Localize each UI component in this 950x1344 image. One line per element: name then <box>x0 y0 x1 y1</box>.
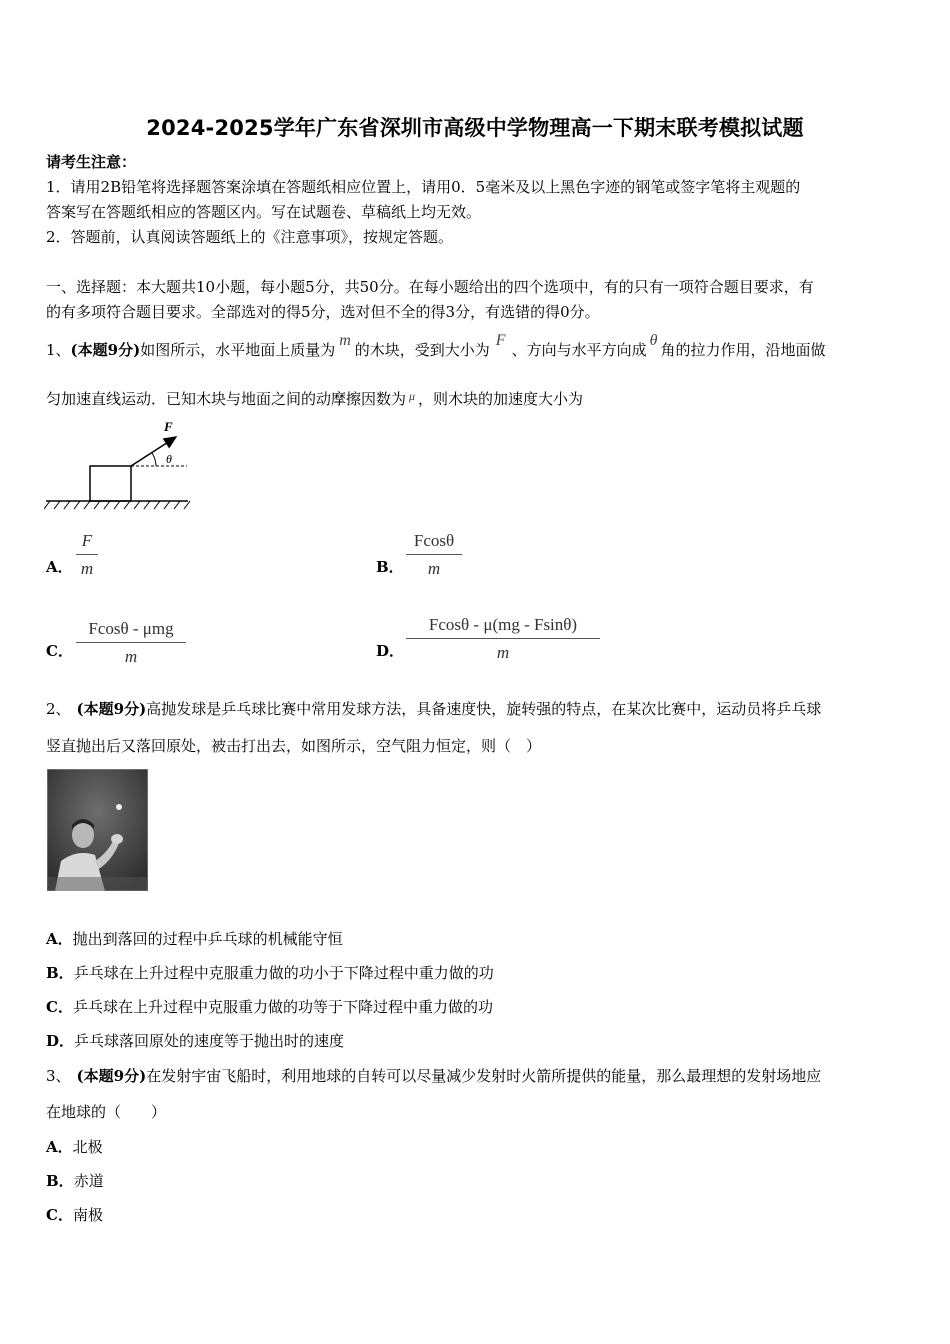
angle-arc <box>152 453 156 466</box>
q3-option-c-label: C． <box>46 1206 73 1224</box>
q1-option-c-fraction[interactable] <box>76 619 186 667</box>
q2-text-line1: 高抛发球是乒乓球比赛中常用发球方法，具备速度快，旋转强的特点，在某次比赛中，运动员将乒乓球 <box>146 700 822 718</box>
q3-option-a-label: A． <box>46 1138 73 1156</box>
q2-option-d[interactable] <box>46 1031 344 1051</box>
q1-option-b-fraction[interactable] <box>406 531 462 579</box>
q3-option-c[interactable] <box>46 1205 103 1225</box>
notice-heading: 请考生注意： <box>46 153 137 171</box>
q2-option-b[interactable] <box>46 963 494 983</box>
q1-symbol-m: m <box>339 332 351 349</box>
angle-label: θ <box>166 452 172 466</box>
notice-line-2: 2．答题前，认真阅读答题纸上的《注意事项》，按规定答题。 <box>46 228 454 246</box>
q3-text-line1: 在发射宇宙飞船时，利用地球的自转可以尽量减少发射时火箭所提供的能量，那么最理想的发射场地应 <box>146 1067 822 1085</box>
q1-text-line2b: ，则木块的加速度大小为 <box>418 390 584 408</box>
q1-option-b-denominator: m <box>427 559 441 578</box>
q3-option-b-label: B． <box>46 1172 74 1190</box>
q1-option-d-label[interactable]: D． <box>376 642 405 660</box>
section-line-2: 的有多项符合题目要求。全部选对的得5分，选对但不全的得3分，有选错的得0分。 <box>46 303 600 321</box>
q1-option-a-label[interactable]: A． <box>46 558 73 576</box>
ping-pong-ball <box>116 804 122 810</box>
notice-line-1b: 答案写在答题纸相应的答题区内。写在试题卷、草稿纸上均无效。 <box>46 203 482 221</box>
q2-option-c-label: C． <box>46 998 73 1016</box>
ground-hatching <box>44 501 190 509</box>
q1-text-seg2: 的木块，受到大小为 <box>354 341 490 359</box>
q2-option-c[interactable] <box>46 997 493 1017</box>
q1-symbol-theta: θ <box>649 332 658 349</box>
wooden-block <box>90 466 131 501</box>
q1-figure-block-diagram <box>44 418 194 514</box>
q1-text-seg1: 如图所示，水平地面上质量为 <box>140 341 336 359</box>
q3-option-b-text: 赤道 <box>73 1172 104 1190</box>
q1-text-seg3: 、方向与水平方向成 <box>511 341 647 359</box>
q1-number: 1、 <box>46 341 71 359</box>
q1-option-c-numerator: Fcosθ - μmg <box>76 619 186 643</box>
q3-option-a[interactable] <box>46 1137 103 1157</box>
q1-symbol-F: F <box>495 332 506 349</box>
q1-option-c-denominator: m <box>124 647 138 666</box>
q3-option-c-text: 南极 <box>72 1206 103 1224</box>
q2-option-c-text: 乒乓球在上升过程中克服重力做的功等于下降过程中重力做的功 <box>72 998 493 1016</box>
q2-photo-table-tennis-player <box>47 769 148 891</box>
q2-option-b-text: 乒乓球在上升过程中克服重力做的功小于下降过程中重力做的功 <box>73 964 494 982</box>
q1-option-b-label[interactable]: B． <box>376 558 404 576</box>
q3-option-b[interactable] <box>46 1171 104 1191</box>
q1-text-line2a: 匀加速直线运动．已知木块与地面之间的动摩擦因数为 <box>46 390 407 408</box>
q2-number: 2、 <box>46 700 71 718</box>
force-label: F <box>164 419 173 434</box>
q2-line-1 <box>46 699 821 719</box>
section-line-1: 一、选择题：本大题共10小题，每小题5分，共50分。在每小题给出的四个选项中，有的只有一项符合题目要求，有 <box>46 278 814 296</box>
q2-option-d-text: 乒乓球落回原处的速度等于抛出时的速度 <box>74 1032 345 1050</box>
q1-option-a-numerator: F <box>76 531 98 555</box>
q1-text-seg4: 角的拉力作用，沿地面做 <box>660 341 826 359</box>
q1-symbol-mu: μ <box>409 389 416 403</box>
notice-line-1a: 1．请用2B铅笔将选择题答案涂填在答题纸相应位置上，请用0．5毫米及以上黑色字迹的钢笔或签字笔将主观题的 <box>46 178 801 196</box>
q1-line-2 <box>46 389 583 410</box>
q1-option-d-numerator: Fcosθ - μ(mg - Fsinθ) <box>406 615 600 639</box>
q2-score: (本题9分) <box>76 700 147 718</box>
q3-line-1 <box>46 1066 821 1086</box>
page-title: 2024-2025学年广东省深圳市高级中学物理高一下期末联考模拟试题 <box>146 116 804 140</box>
q1-option-a-denominator: m <box>80 559 94 578</box>
q1-option-c-label[interactable]: C． <box>46 642 73 660</box>
q2-option-a-label: A． <box>46 930 73 948</box>
q3-number: 3、 <box>46 1067 71 1085</box>
q3-option-a-text: 北极 <box>72 1138 103 1156</box>
q1-option-b-numerator: Fcosθ <box>406 531 462 555</box>
q1-option-d-denominator: m <box>496 643 510 662</box>
q1-option-d-fraction[interactable] <box>406 615 600 663</box>
q2-line-2: 竖直抛出后又落回原处，被击打出去，如图所示，空气阻力恒定，则（ ） <box>46 737 542 755</box>
q1-option-a-fraction[interactable] <box>76 531 98 579</box>
q3-score: (本题9分) <box>76 1067 147 1085</box>
q1-line-1 <box>46 332 826 361</box>
q1-score: (本题9分) <box>70 341 141 359</box>
q3-line-2: 在地球的（ ） <box>46 1103 167 1121</box>
q2-option-a[interactable] <box>46 929 343 949</box>
q2-option-b-label: B． <box>46 964 74 982</box>
q2-option-d-label: D． <box>46 1032 75 1050</box>
q2-option-a-text: 抛出到落回的过程中乒乓球的机械能守恒 <box>72 930 343 948</box>
